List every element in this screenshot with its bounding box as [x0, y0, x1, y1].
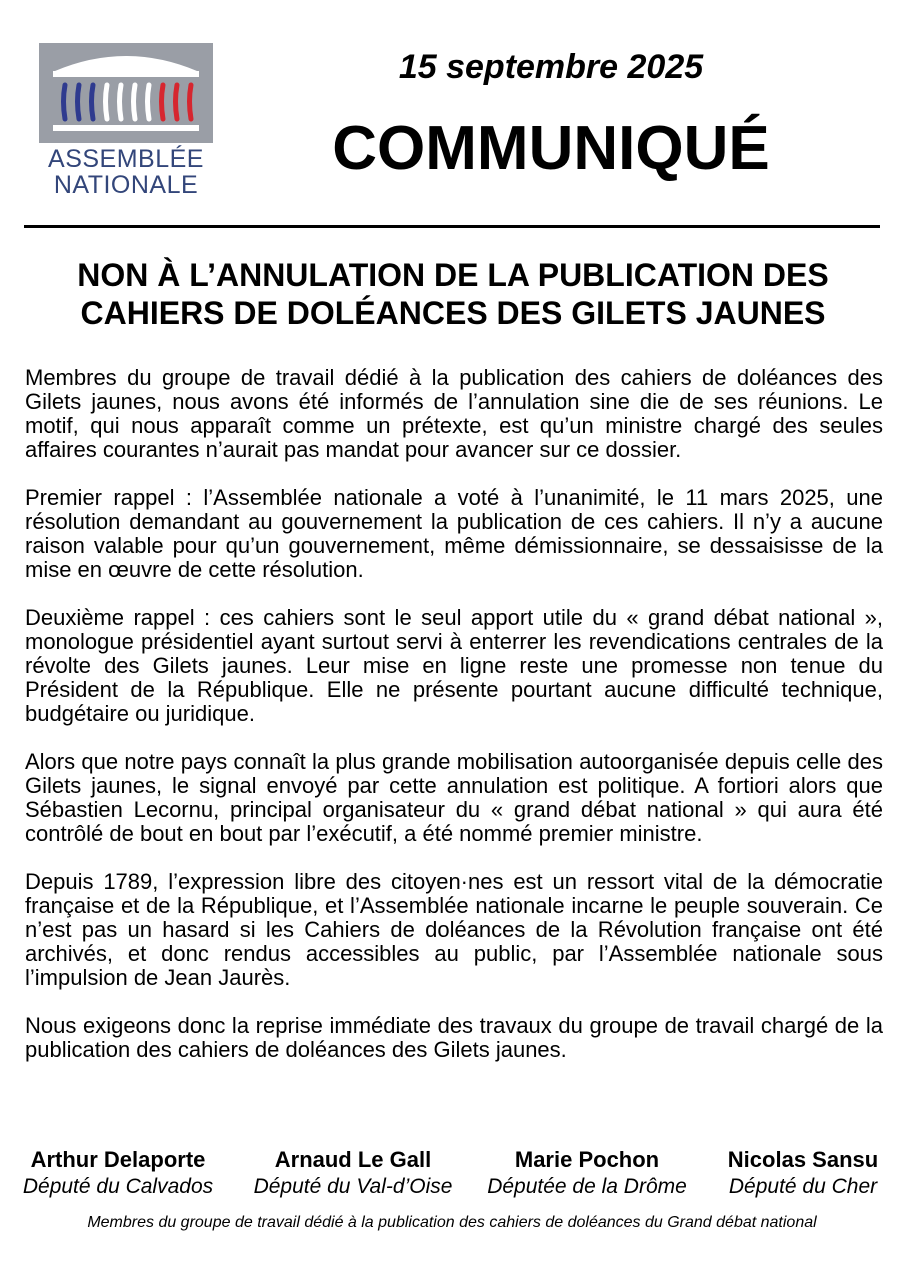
- signatory-name: Nicolas Sansu: [727, 1147, 879, 1172]
- body-text: [25, 366, 883, 1086]
- headline: [30, 256, 876, 332]
- signatory-role: Député du Calvados: [22, 1175, 214, 1198]
- paragraph: Nous exigeons donc la reprise immédiate des travaux du groupe de travail chargé de la publication des cahiers de doléances des Gilets jaunes.: [25, 1013, 883, 1062]
- signatory: [476, 1147, 698, 1201]
- signatory-role: Député du Cher: [728, 1175, 878, 1198]
- assemblee-nationale-logo: [37, 41, 215, 201]
- document-date: 15 septembre 2025: [398, 48, 704, 86]
- document-title: COMMUNIQUÉ: [332, 114, 770, 183]
- signatory: [242, 1147, 464, 1201]
- paragraph: Deuxième rappel : ces cahiers sont le seul apport utile du « grand débat national », monologue présidentiel ayant surtout servi à enterrer les revendications centrales de la révolte des Gilets jaunes. Leur mise en ligne reste une promesse non tenue du Président de la République. Elle ne présente pourtant aucune difficulté technique, budgétaire ou juridique.: [25, 605, 883, 726]
- logo-line-2: NATIONALE: [53, 171, 199, 199]
- signatory-role: Députée de la Drôme: [487, 1175, 687, 1198]
- signatory-role: Député du Val-d’Oise: [253, 1175, 453, 1198]
- logo-line-1: ASSEMBLÉE: [48, 145, 204, 173]
- signatory: [14, 1147, 222, 1201]
- signatory: [718, 1147, 888, 1201]
- paragraph: Membres du groupe de travail dédié à la publication des cahiers de doléances des Gilets jaunes, nous avons été informés de l’annulation sine die de ses réunions. Le motif, qui nous apparaît comme un prétexte, est qu’un ministre chargé des seules affaires courantes n’aurait pas mandat pour avancer sur ce dossier.: [25, 365, 883, 462]
- signatory-name: Marie Pochon: [514, 1147, 660, 1172]
- signatory-name: Arthur Delaporte: [30, 1147, 206, 1172]
- paragraph: Premier rappel : l’Assemblée nationale a voté à l’unanimité, le 11 mars 2025, une résolution demandant au gouvernement la publication de ces cahiers. Il n’y a aucune raison valable pour qu’un gouvernement, même démissionnaire, se dessaisisse de la mise en œuvre de cette résolution.: [25, 485, 883, 582]
- signatory-name: Arnaud Le Gall: [274, 1147, 432, 1172]
- paragraph: Depuis 1789, l’expression libre des citoyen·nes est un ressort vital de la démocratie française et de la République, et l’Assemblée nationale incarne le peuple souverain. Ce n’est pas un hasard si les Cahiers de doléances de la Révolution française ont été archivés, et donc rendus accessibles au public, par l’Assemblée nationale sous l’impulsion de Jean Jaurès.: [25, 869, 883, 990]
- hemicycle-icon: [39, 43, 213, 143]
- header-divider: [24, 225, 880, 228]
- paragraph: Alors que notre pays connaît la plus grande mobilisation autoorganisée depuis celle des Gilets jaunes, le signal envoyé par cette annulation est politique. A fortiori alors que Sébastien Lecornu, principal organisateur du « grand débat national » qui aura été contrôlé de bout en bout par l’exécutif, a été nommé premier ministre.: [25, 749, 883, 846]
- footer-note: Membres du groupe de travail dédié à la publication des cahiers de doléances du Grand débat national: [87, 1214, 817, 1231]
- headline-line-2: CAHIERS DE DOLÉANCES DES GILETS JAUNES: [80, 295, 826, 331]
- headline-line-1: NON À L’ANNULATION DE LA PUBLICATION DES: [77, 257, 829, 293]
